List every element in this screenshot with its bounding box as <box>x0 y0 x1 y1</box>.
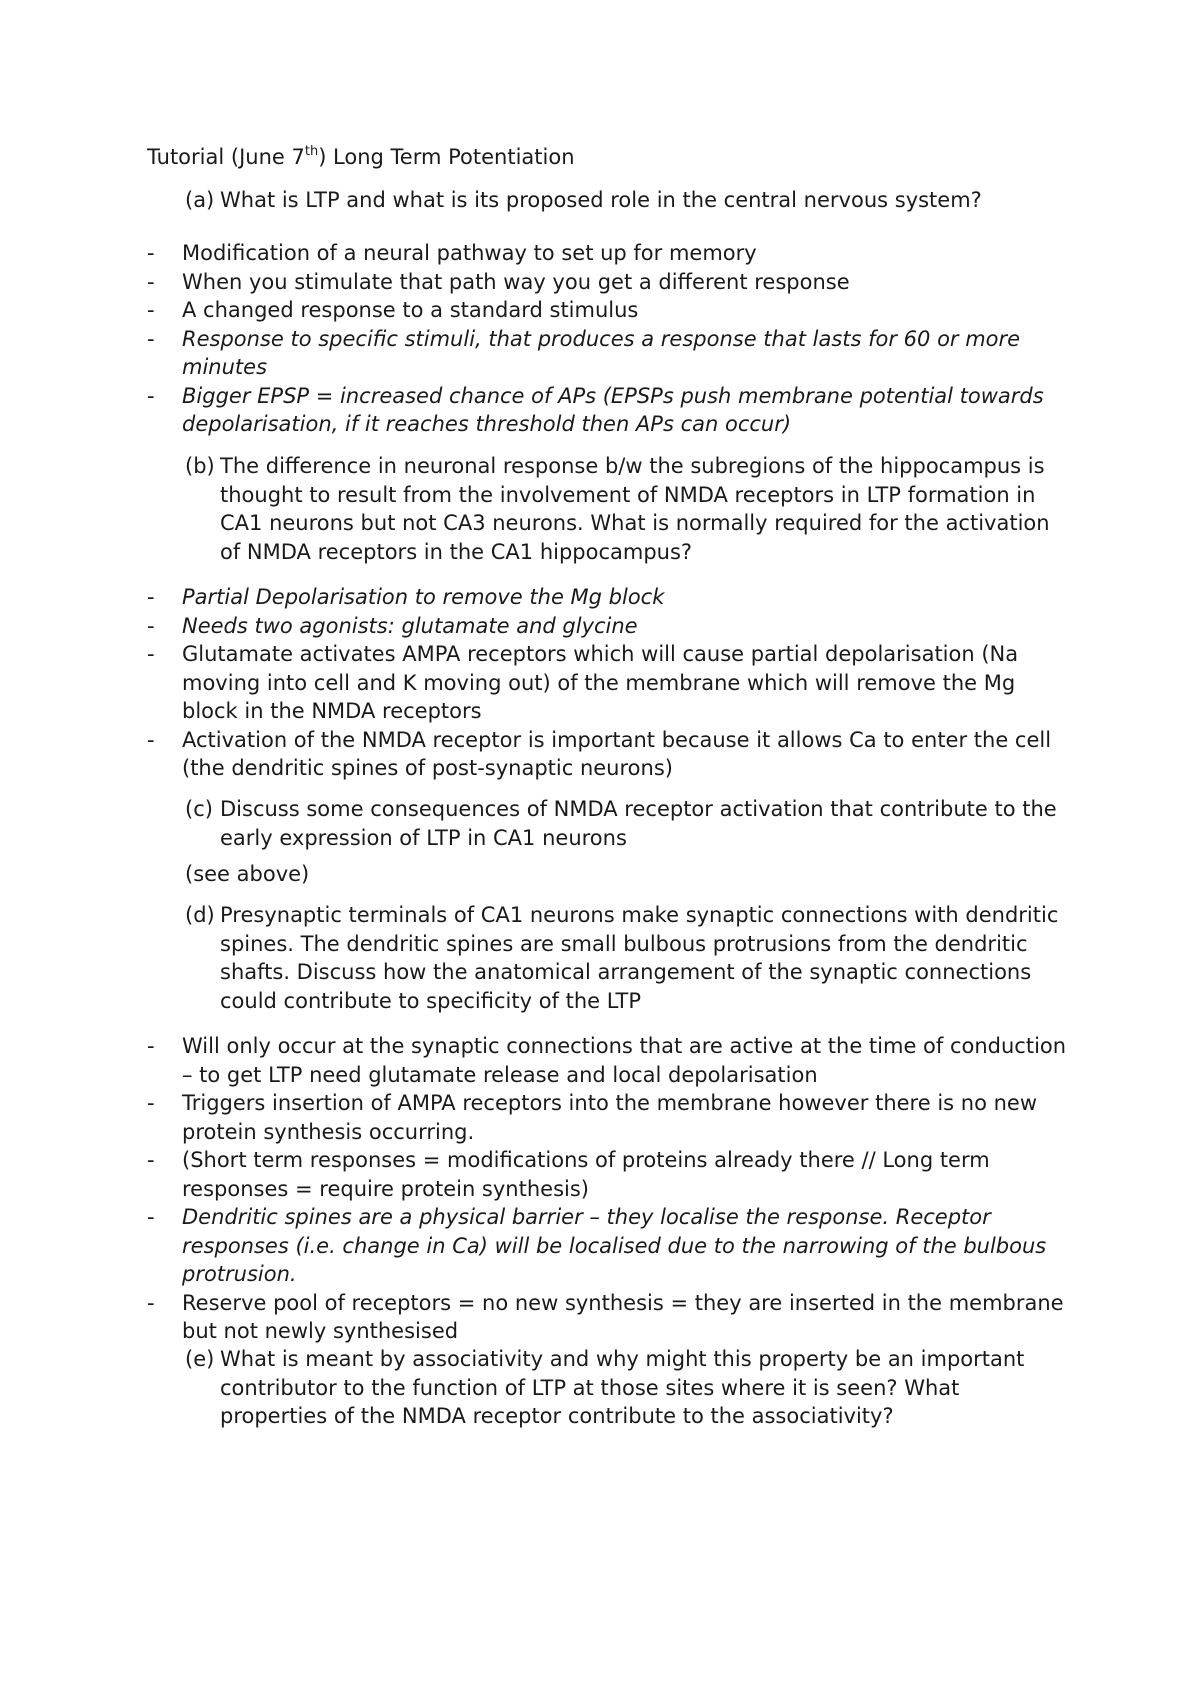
bullet-dash: - <box>147 585 155 609</box>
question-label: (c) <box>185 797 213 821</box>
bullet-dash: - <box>147 298 155 322</box>
bullet-dash: - <box>147 727 155 752</box>
list-item <box>147 612 1077 641</box>
bullet-text: Glutamate activates AMPA receptors which will cause partial depolarisation (Na moving into cell and K moving out) of the membrane which will remove the Mg block in the NMDA receptors <box>182 642 1019 723</box>
list-item <box>147 726 1077 783</box>
bullet-text: Will only occur at the synaptic connections that are active at the time of conduction – to get LTP need glutamate release and local depolarisation <box>182 1034 1067 1087</box>
answer-list-d <box>147 1032 1077 1346</box>
bullet-dash: - <box>147 383 155 408</box>
bullet-text: Partial Depolarisation to remove the Mg block <box>182 585 665 609</box>
bullet-dash: - <box>147 1290 155 1315</box>
bullet-dash: - <box>147 642 155 666</box>
bullet-dash: - <box>147 613 155 638</box>
list-item <box>147 382 1077 439</box>
question-text: What is LTP and what is its proposed role in the central nervous system? <box>220 188 982 212</box>
bullet-dash: - <box>147 1034 155 1058</box>
bullet-dash: - <box>147 241 155 265</box>
question-text: What is meant by associativity and why might this property be an important contributor to the function of LTP at those sites where it is seen? What properties of the NMDA receptor contribute to the associativity? <box>220 1347 1025 1428</box>
list-item <box>147 1203 1077 1289</box>
bullet-dash: - <box>147 1205 155 1229</box>
bullet-text: Triggers insertion of AMPA receptors into the membrane however there is no new protein synthesis occurring. <box>182 1091 1038 1144</box>
bullet-text: Bigger EPSP = increased chance of APs (EPSPs push membrane potential towards depolarisation, if it reaches threshold then APs can occur) <box>182 383 1044 436</box>
list-item <box>147 1032 1077 1089</box>
title-text-end: ) Long Term Potentiation <box>318 145 575 169</box>
page-title <box>147 143 575 172</box>
list-item <box>147 325 1077 382</box>
list-item <box>147 1146 1077 1203</box>
list-item <box>147 640 1077 726</box>
question-label: (e) <box>185 1347 215 1371</box>
question-text: Discuss some consequences of NMDA receptor activation that contribute to the early expression of LTP in CA1 neurons <box>220 797 1057 850</box>
bullet-text: A changed response to a standard stimulus <box>182 298 639 322</box>
bullet-text: Response to specific stimuli, that produces a response that lasts for 60 or more minutes <box>182 326 1021 379</box>
bullet-dash: - <box>147 269 155 294</box>
bullet-text: Activation of the NMDA receptor is important because it allows Ca to enter the cell (the dendritic spines of post-synaptic neurons) <box>182 727 1052 780</box>
answer-list-a <box>147 239 1077 439</box>
bullet-dash: - <box>147 1091 155 1115</box>
question-text: Presynaptic terminals of CA1 neurons make synaptic connections with dendritic spines. The dendritic spines are small bulbous protrusions from the dendritic shafts. Discuss how the anatomical arrangement of the synaptic connections could contribute to specificity of the LTP <box>220 903 1059 1013</box>
answer-c: (see above) <box>185 862 310 886</box>
question-label: (d) <box>185 903 215 927</box>
bullet-text: Modification of a neural pathway to set up for memory <box>182 241 757 265</box>
bullet-text: Needs two agonists: glutamate and glycine <box>182 613 638 638</box>
question-d <box>185 901 1065 1015</box>
bullet-dash: - <box>147 1148 155 1172</box>
question-a <box>185 186 1065 215</box>
bullet-text: Dendritic spines are a physical barrier – they localise the response. Receptor responses (i.e. change in Ca) will be localised due to the narrowing of the bulbous protrusion. <box>182 1205 1047 1286</box>
question-text: The difference in neuronal response b/w the subregions of the hippocampus is thought to result from the involvement of NMDA receptors in LTP formation in CA1 neurons but not CA3 neurons. What is normally required for the activation of NMDA receptors in the CA1 hippocampus? <box>220 454 1050 564</box>
list-item <box>147 239 1077 268</box>
title-superscript: th <box>304 144 319 159</box>
list-item <box>147 1289 1077 1346</box>
list-item <box>147 268 1077 297</box>
list-item <box>147 583 1077 612</box>
bullet-dash: - <box>147 326 155 351</box>
question-c <box>185 795 1065 852</box>
list-item <box>147 1089 1077 1146</box>
bullet-text: Reserve pool of receptors = no new synthesis = they are inserted in the membrane but not newly synthesised <box>182 1290 1064 1343</box>
title-text: Tutorial (June 7 <box>147 145 305 169</box>
list-item <box>147 296 1077 325</box>
question-label: (b) <box>185 454 215 478</box>
answer-list-b <box>147 583 1077 783</box>
question-e <box>185 1345 1065 1431</box>
question-b <box>185 452 1065 566</box>
question-label: (a) <box>185 188 215 212</box>
bullet-text: (Short term responses = modifications of proteins already there // Long term responses = require protein synthesis) <box>182 1148 990 1201</box>
bullet-text: When you stimulate that path way you get a different response <box>182 269 850 294</box>
